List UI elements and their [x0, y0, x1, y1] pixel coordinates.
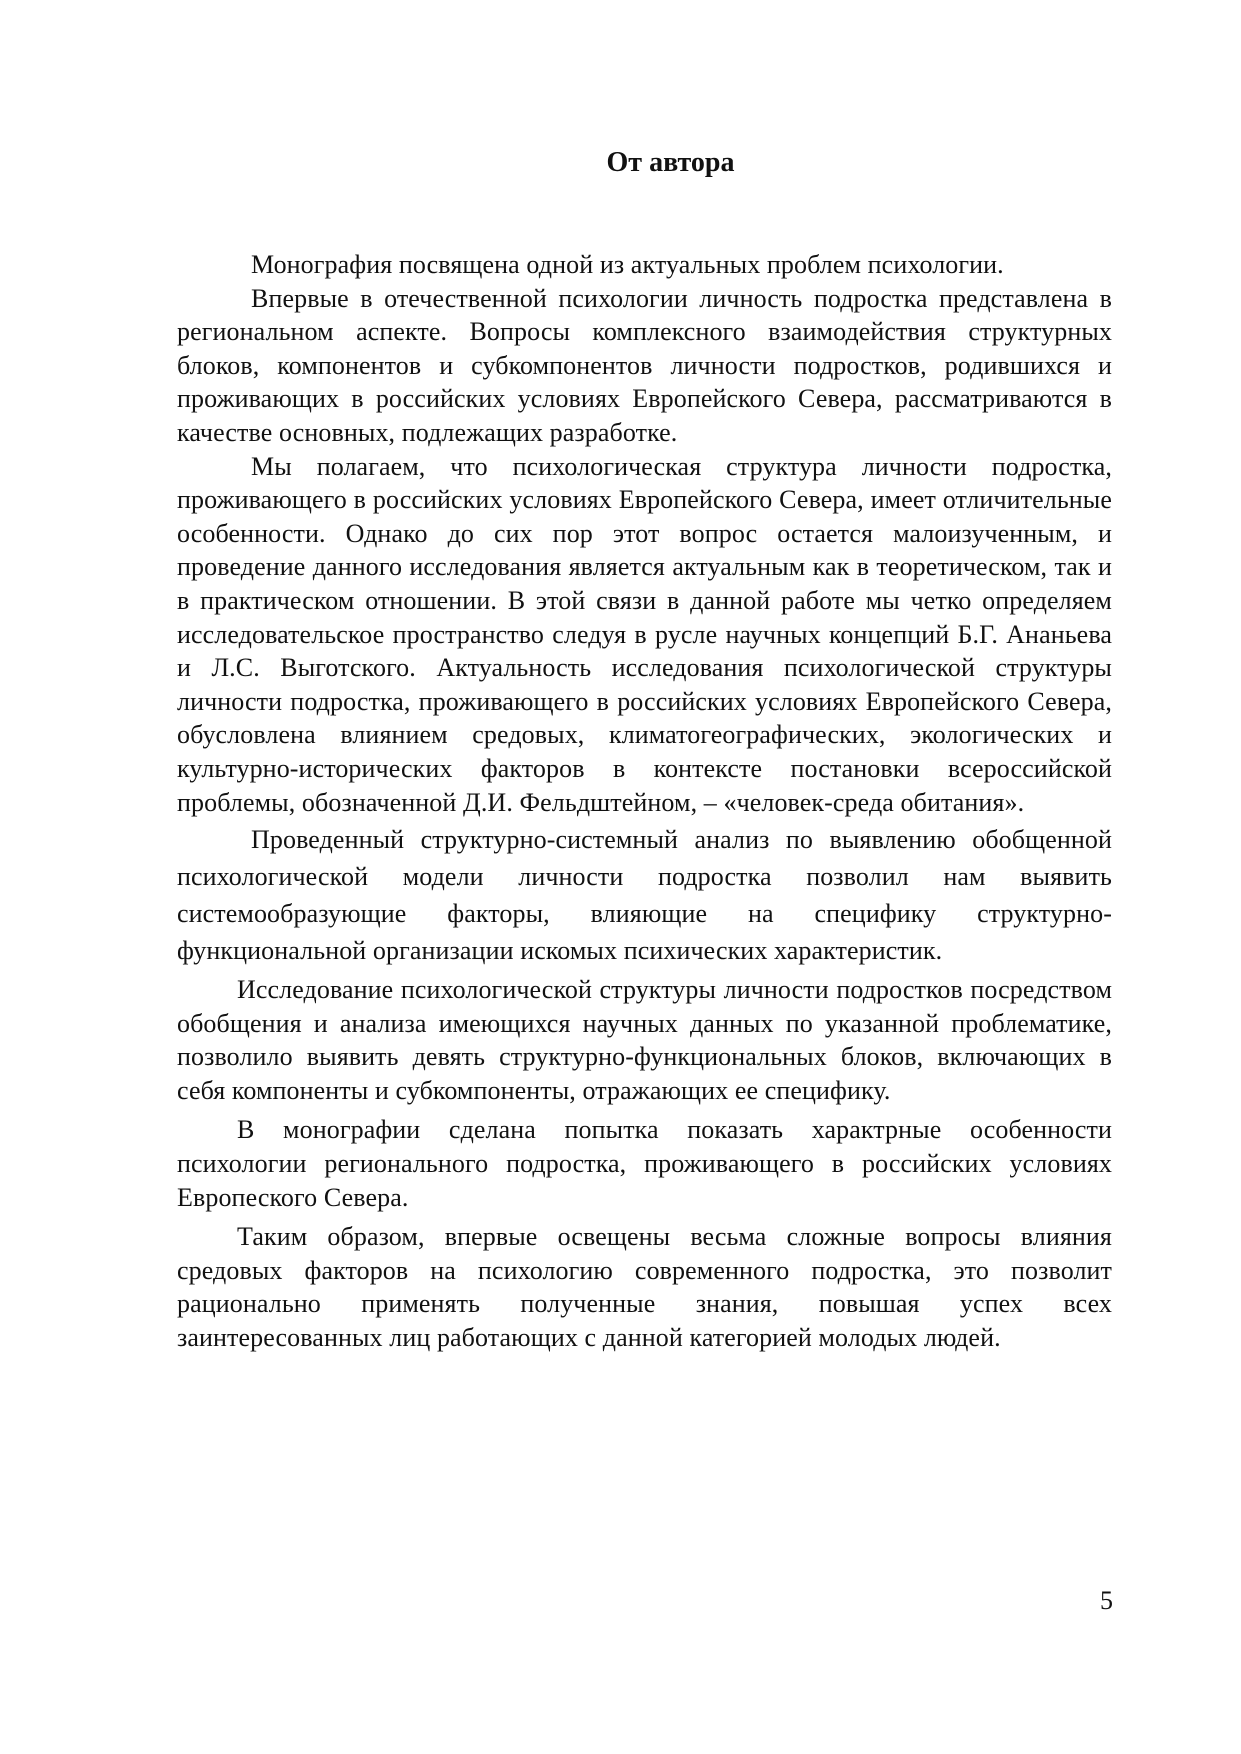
paragraph-features: В монографии сделана попытка показать характрные особенности психологии регионального подростка, проживающего в российских условиях Европеского Севера.	[177, 1115, 1112, 1212]
paragraph-structure-blocks: Исследование психологической структуры личности подростков посредством обобщения и анализа имеющихся научных данных по указанной проблематике, позволило выявить девять структурно-функциональных блоков, включающих в себя компоненты и субкомпоненты, отражающих ее специфику.	[177, 975, 1112, 1105]
paragraph-analysis: Проведенный структурно-системный анализ по выявлению обобщенной психологической модели личности подростка позволил нам выявить системообразующие факторы, влияющие на специфику структурно-функциональной организации искомых психических характеристик.	[177, 825, 1112, 966]
paragraph-regional-aspect: Впервые в отечественной психологии личность подростка представлена в региональном аспекте. Вопросы комплексного взаимодействия структурных блоков, компонентов и субкомпонентов личности подростков, родившихся и проживающих в российских условиях Европейского Севера, рассматриваются в качестве основных, подлежащих разработке.	[177, 283, 1112, 447]
page-number: 5	[1100, 1586, 1113, 1615]
paragraph-conclusion: Таким образом, впервые освещены весьма сложные вопросы влияния средовых факторов на психологию современного подростка, это позволит рационально применять полученные знания, повышая успех всех заинтересованных лиц работающих с данной категорией молодых людей.	[177, 1222, 1112, 1353]
paragraph-relevance: Мы полагаем, что психологическая структура личности подростка, проживающего в российских условиях Европейского Севера, имеет отличительные особенности. Однако до сих пор этот вопрос остается малоизученным, и проведение данного исследования является актуальным как в теоретическом, так и в практическом отношении. В этой связи в данной работе мы четко определяем исследовательское пространство следуя в русле научных концепций Б.Г. Ананьева и Л.С. Выготского. Актуальность исследования психологической структуры личности подростка, проживающего в российских условиях Европейского Севера, обусловлена влиянием средовых, климатогеографических, экологических и культурно-исторических факторов в контексте постановки всероссийской проблемы, обозначенной Д.И. Фельдштейном, – «человек-среда обитания».	[177, 451, 1112, 817]
page-title: От автора	[606, 147, 735, 178]
paragraph-intro: Монография посвящена одной из актуальных проблем психологии.	[251, 250, 1004, 279]
body-text	[177, 248, 1112, 1355]
